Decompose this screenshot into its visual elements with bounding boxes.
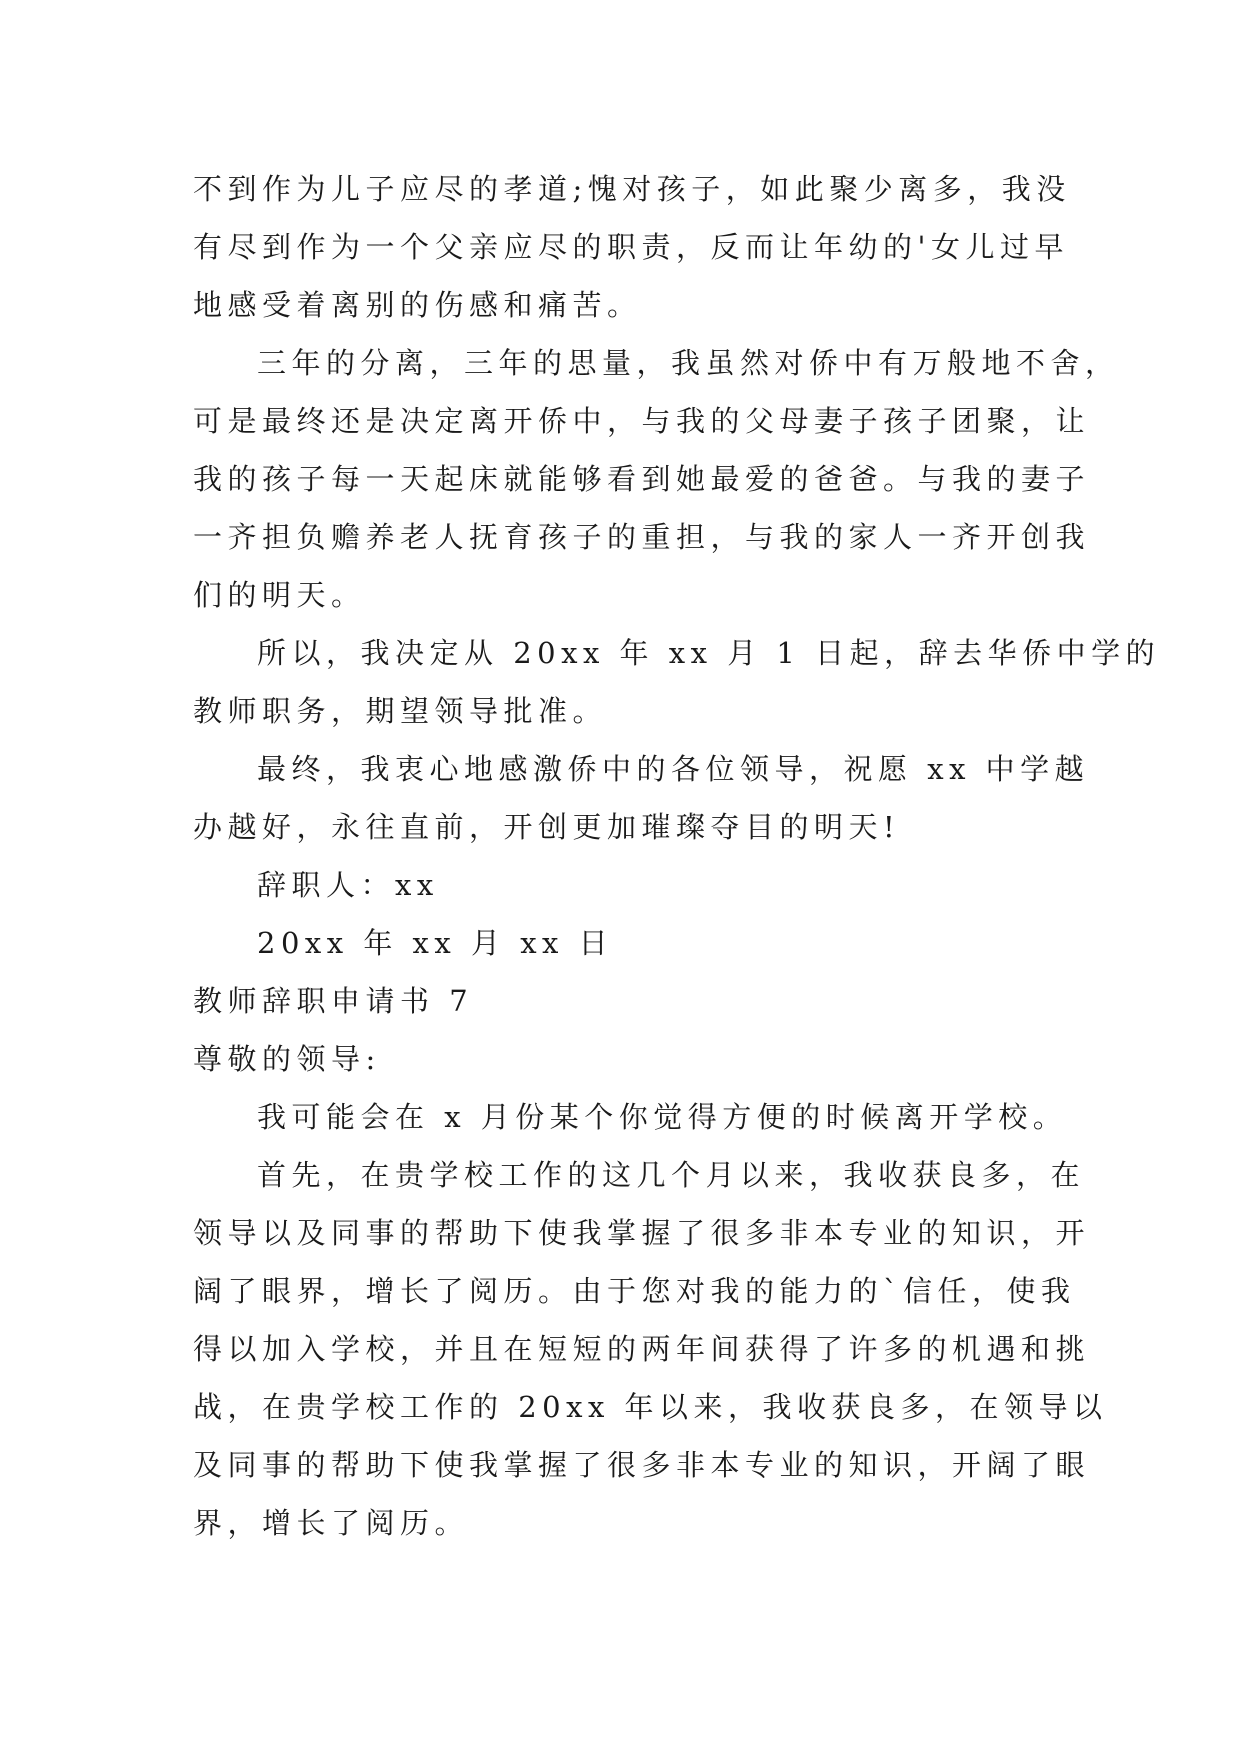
paragraph-start: 我可能会在 x 月份某个你觉得方便的时候离开学校。 bbox=[257, 1100, 1068, 1134]
paragraph-start: 最终，我衷心地感激侨中的各位领导，祝愿 xx 中学越 bbox=[257, 752, 1090, 786]
text-line: 得以加入学校，并且在短短的两年间获得了许多的机遇和挑 bbox=[193, 1332, 1091, 1366]
text-line: 地感受着离别的伤感和痛苦。 bbox=[193, 288, 642, 322]
text-line: 战，在贵学校工作的 20xx 年以来，我收获良多，在领导以 bbox=[193, 1390, 1108, 1424]
text-line: 办越好，永往直前，开创更加璀璨夺目的明天! bbox=[193, 810, 901, 844]
salutation: 尊敬的领导: bbox=[193, 1042, 381, 1076]
text-line: 们的明天。 bbox=[193, 578, 366, 612]
resigner-signature: 辞职人：xx bbox=[257, 868, 439, 902]
paragraph-start: 所以，我决定从 20xx 年 xx 月 1 日起，辞去华侨中学的 bbox=[257, 636, 1161, 670]
text-line: 界，增长了阅历。 bbox=[193, 1506, 470, 1540]
text-line: 教师职务，期望领导批准。 bbox=[193, 694, 608, 728]
text-line: 及同事的帮助下使我掌握了很多非本专业的知识，开阔了眼 bbox=[193, 1448, 1091, 1482]
text-line: 不到作为儿子应尽的孝道;愧对孩子，如此聚少离多，我没 bbox=[193, 172, 1071, 206]
signature-date: 20xx 年 xx 月 xx 日 bbox=[257, 926, 614, 960]
section-title: 教师辞职申请书 7 bbox=[193, 984, 474, 1018]
document-body bbox=[193, 160, 1161, 1552]
paragraph-start: 首先，在贵学校工作的这几个月以来，我收获良多，在 bbox=[257, 1158, 1086, 1192]
paragraph-start: 三年的分离，三年的思量，我虽然对侨中有万般地不舍， bbox=[257, 346, 1120, 380]
text-line: 一齐担负赡养老人抚育孩子的重担，与我的家人一齐开创我 bbox=[193, 520, 1091, 554]
text-line: 可是最终还是决定离开侨中，与我的父母妻子孩子团聚，让 bbox=[193, 404, 1091, 438]
text-line: 阔了眼界，增长了阅历。由于您对我的能力的`信任，使我 bbox=[193, 1274, 1076, 1308]
text-line: 我的孩子每一天起床就能够看到她最爱的爸爸。与我的妻子 bbox=[193, 462, 1091, 496]
text-line: 领导以及同事的帮助下使我掌握了很多非本专业的知识，开 bbox=[193, 1216, 1091, 1250]
text-line: 有尽到作为一个父亲应尽的职责，反而让年幼的'女儿过早 bbox=[193, 230, 1069, 264]
